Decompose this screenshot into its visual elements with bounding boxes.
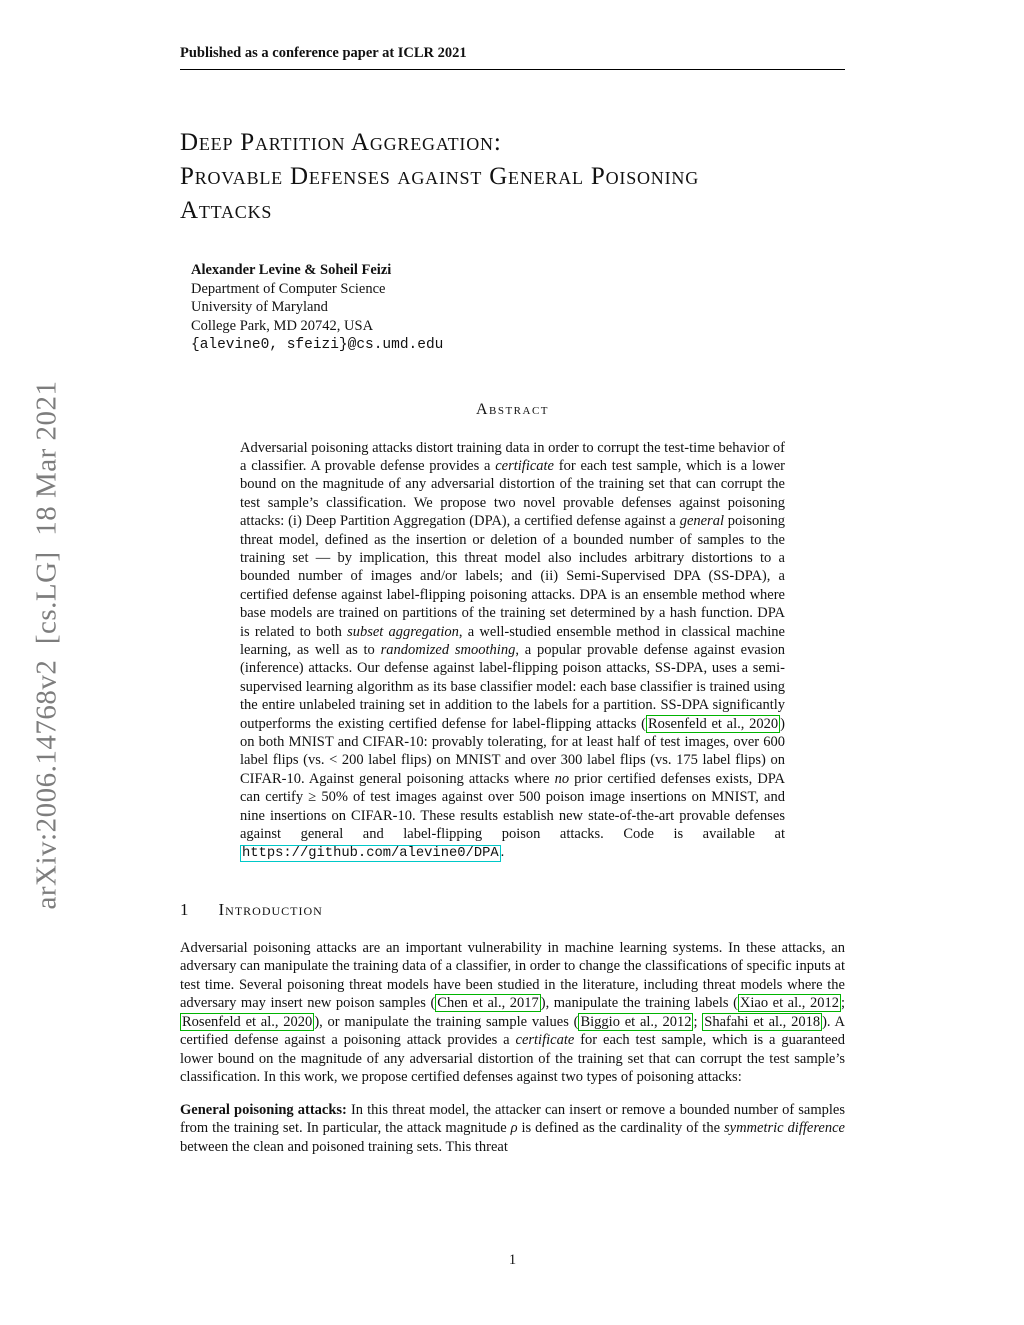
citation-link[interactable]: Rosenfeld et al., 2020 bbox=[647, 715, 779, 732]
text-segment: Adversarial poisoning attacks distort training data in order to corrupt the test-time behavior of a classifier. A provable defense provides a bbox=[240, 439, 785, 474]
author-email[interactable]: {alevine0, sfeizi}@cs.umd.edu bbox=[191, 337, 444, 353]
citation-link[interactable]: Xiao et al., 2012 bbox=[739, 995, 839, 1012]
author-affiliation-address: College Park, MD 20742, USA bbox=[191, 317, 374, 334]
citation-link[interactable]: Biggio et al., 2012 bbox=[580, 1013, 692, 1030]
text-segment: In this threat model, the attacker can insert or remove a bounded number of samples from the training set. In particular, the attack magnitude bbox=[180, 1101, 845, 1137]
conference-header bbox=[180, 0, 845, 62]
title-line-2: Provable Defenses against General Poisoning bbox=[180, 163, 699, 190]
text-segment: general bbox=[679, 513, 724, 530]
header-rule bbox=[180, 69, 845, 70]
text-segment: for each test sample, which is a lower bound on the magnitude of any adversarial distortion of the training set that can corrupt the test sample’s classification. We propose two novel provable defenses against poisoning attacks: (i) Deep Partition Aggregation (DPA), a certified defense against a bbox=[240, 457, 785, 530]
text-segment: ) on both MNIST and CIFAR-10: provably tolerating, for at least half of test images, over 600 label flips (vs. < 200 label flips) on MNIST and over 300 label flips (vs. 175 label flips) on CIFAR-10. Against general poisoning attacks where bbox=[240, 715, 785, 787]
section-title: Introduction bbox=[218, 899, 323, 919]
text-segment: , a well-studied ensemble method in classical machine learning, as well as to bbox=[240, 623, 785, 658]
author-names: Alexander Levine & Soheil Feizi bbox=[191, 262, 392, 278]
text-segment: ; bbox=[693, 1013, 703, 1030]
text-segment: General poisoning attacks: bbox=[180, 1101, 347, 1118]
text-segment: certificate bbox=[495, 457, 554, 474]
text-segment: subset aggregation bbox=[347, 623, 459, 640]
text-segment: ), manipulate the training labels ( bbox=[540, 995, 738, 1012]
arxiv-watermark: arXiv:2006.14768v2 [cs.LG] 18 Mar 2021 bbox=[30, 380, 63, 910]
text-segment: is defined as the cardinality of the bbox=[517, 1120, 724, 1137]
intro-paragraph-2 bbox=[180, 1101, 845, 1157]
text-segment: ; bbox=[840, 995, 845, 1012]
text-segment: symmetric difference bbox=[724, 1120, 845, 1137]
author-block bbox=[191, 261, 845, 355]
conference-header-text: Published as a conference paper at ICLR 2021 bbox=[180, 45, 467, 61]
citation-link[interactable]: Rosenfeld et al., 2020 bbox=[182, 1013, 313, 1030]
text-segment: randomized smoothing bbox=[380, 641, 516, 658]
text-segment: prior certified defenses exists, DPA can certify ≥ 50% of test images against over 500 poison image insertions on MNIST, and nine insertions on CIFAR-10. These results establish new state-of-the-art provable defenses against general and label-flipping poison attacks. Code is available at bbox=[240, 770, 785, 843]
author-affiliation-university: University of Maryland bbox=[191, 299, 328, 315]
text-segment: Adversarial poisoning attacks are an important vulnerability in machine learning systems. In these attacks, an adversary can manipulate the training data of a classifier, in order to change the classifications of specific inputs at test time. Several poisoning threat models have been studied in the literature, including threat models where the adversary may insert new poison samples ( bbox=[180, 939, 845, 1012]
abstract-text bbox=[240, 439, 785, 864]
section-1-heading bbox=[180, 900, 845, 920]
text-segment: no bbox=[554, 770, 570, 787]
text-segment: ). A certified defense against a poisoning attack provides a bbox=[180, 1013, 845, 1049]
text-segment: between the clean and poisoned training sets. This threat bbox=[180, 1138, 508, 1155]
abstract-heading: Abstract bbox=[475, 400, 550, 418]
page-number: 1 bbox=[508, 1252, 517, 1268]
intro-paragraph-1 bbox=[180, 939, 845, 1087]
text-segment: certificate bbox=[515, 1032, 575, 1049]
text-segment: for each test sample, which is a guaranteed lower bound on the magnitude of any adversarial distortion of the training set that can corrupt the test sample’s classification. In this work, we propose certified defenses against two types of poisoning attacks: bbox=[180, 1032, 845, 1086]
title-line-3: Attacks bbox=[180, 197, 273, 224]
citation-link[interactable]: Shafahi et al., 2018 bbox=[704, 1013, 821, 1030]
paper-content-column bbox=[180, 0, 845, 1156]
text-segment: poisoning threat model, defined as the insertion or deletion of a bounded number of samples to the training set — by implication, this threat model also includes arbitrary distortions to a bounded number of images and/or labels; and (ii) Semi-Supervised DPA (SS-DPA), a certified defense against label-flipping poisoning attacks. DPA is an ensemble method where base models are trained on partitions of the training set determined by a hash function. DPA is related to both bbox=[240, 513, 786, 640]
text-segment: ), or manipulate the training sample values ( bbox=[314, 1013, 579, 1030]
text-segment: ρ bbox=[510, 1120, 518, 1137]
author-affiliation-department: Department of Computer Science bbox=[191, 280, 386, 297]
text-segment: , a popular provable defense against evasion (inference) attacks. Our defense against label-flipping poison attacks, SS-DPA, uses a semi-supervised learning algorithm as its base classifier model: each base classifier is trained using the entire unlabeled training set in addition to the labels for a partition. SS-DPA significantly outperforms the existing certified defense for label-flipping attacks ( bbox=[240, 641, 785, 732]
paper-title bbox=[180, 126, 845, 228]
title-line-1: Deep Partition Aggregation: bbox=[180, 129, 502, 156]
section-number: 1 bbox=[180, 899, 189, 919]
text-segment: . bbox=[500, 844, 505, 861]
code-url-link[interactable]: https://github.com/alevine0/DPA bbox=[242, 846, 499, 862]
citation-link[interactable]: Chen et al., 2017 bbox=[437, 995, 539, 1012]
